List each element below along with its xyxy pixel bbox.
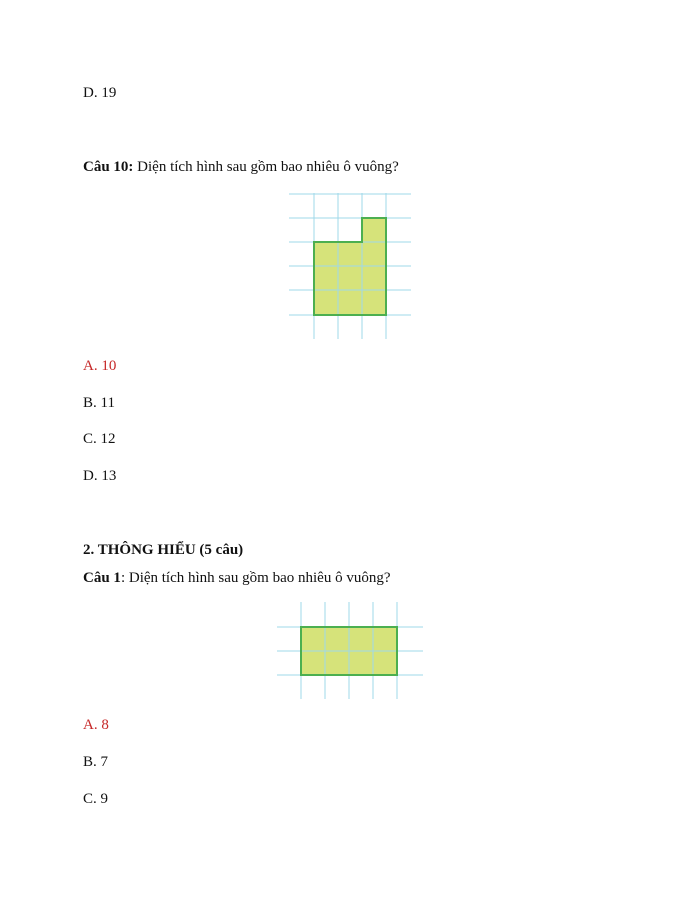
question-10-option-d: D. 13 bbox=[83, 468, 117, 484]
question-10 bbox=[83, 158, 399, 176]
question-1 bbox=[83, 569, 390, 587]
question-10-option-c: C. 12 bbox=[83, 431, 116, 447]
question-1-figure bbox=[277, 602, 423, 699]
question-10-figure bbox=[289, 193, 411, 339]
question-10-option-b: B. 11 bbox=[83, 395, 115, 411]
question-10-label: Câu 10: bbox=[83, 159, 134, 175]
question-10-option-a: A. 10 bbox=[83, 358, 117, 374]
q9-option-d: D. 19 bbox=[83, 85, 117, 101]
section-heading: 2. THÔNG HIỂU (5 câu) bbox=[83, 542, 244, 558]
question-1-option-b: B. 7 bbox=[83, 754, 109, 770]
question-1-option-c: C. 9 bbox=[83, 791, 109, 807]
question-1-label: Câu 1 bbox=[83, 570, 121, 586]
question-1-text: : Diện tích hình sau gồm bao nhiêu ô vuông? bbox=[120, 570, 391, 586]
question-1-option-a: A. 8 bbox=[83, 717, 109, 733]
question-10-text: Diện tích hình sau gồm bao nhiêu ô vuông? bbox=[133, 159, 399, 175]
